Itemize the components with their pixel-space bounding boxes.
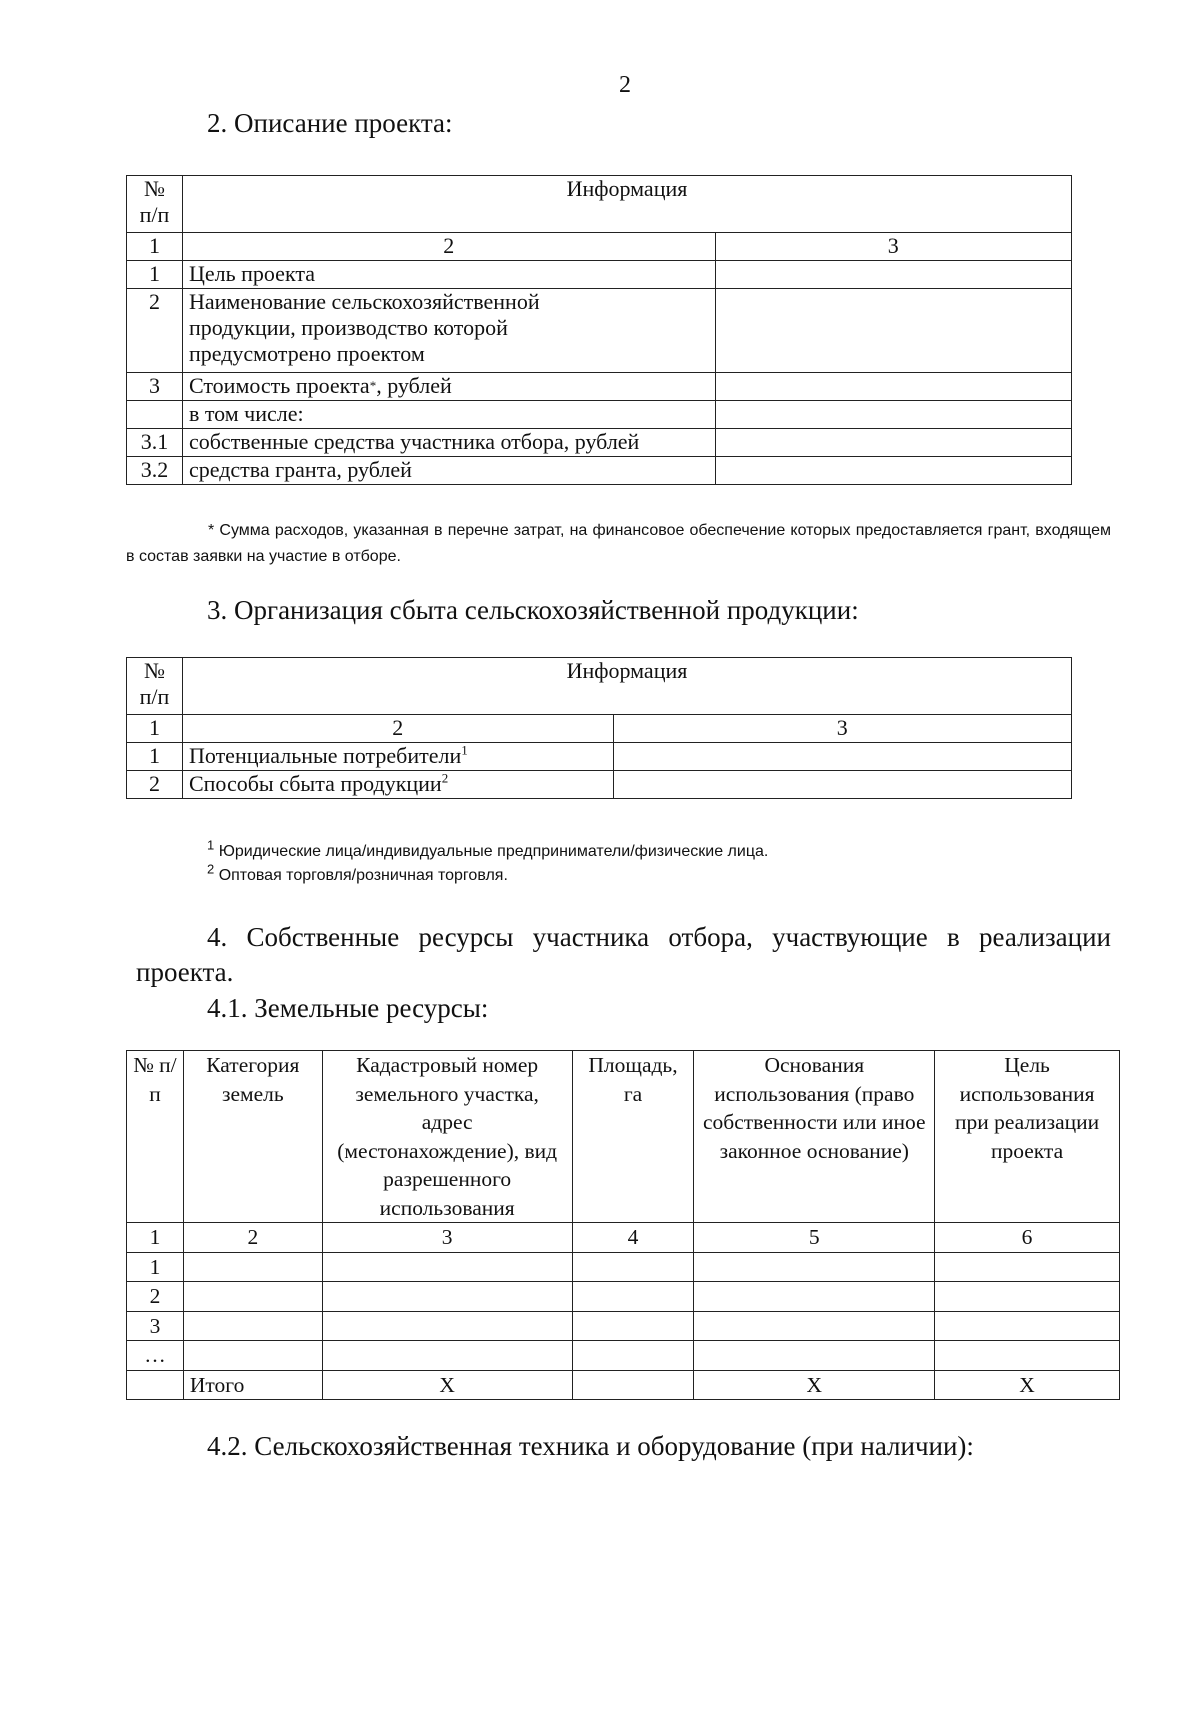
section-4-heading: 4. Собственные ресурсы участника отбора, участвующие в реализации [207, 922, 1111, 952]
cell[interactable] [935, 1311, 1120, 1341]
index-cell: 1 [127, 233, 183, 261]
index-cell: 3 [322, 1223, 572, 1253]
footnote-text: Юридические лица/индивидуальные предприниматели/физические лица. [218, 843, 769, 860]
row-label: в том числе: [182, 401, 715, 429]
header-no: № п/п [127, 658, 183, 715]
index-cell: 1 [127, 715, 183, 743]
header-purpose: Цель использования при реализации проекта [935, 1051, 1120, 1223]
cell[interactable] [935, 1282, 1120, 1312]
footnote-cost: * Сумма расходов, указанная в перечне затрат, на финансовое обеспечение которых предоставляется грант, входящем в состав заявки на участие в отборе. [126, 522, 1111, 565]
table-row [127, 1282, 1120, 1312]
cell[interactable] [935, 1252, 1120, 1282]
table-row [127, 401, 1072, 429]
row-value[interactable] [715, 261, 1071, 289]
section-2-heading: 2. Описание проекта: [207, 108, 453, 138]
index-cell: 6 [935, 1223, 1120, 1253]
row-value[interactable] [613, 743, 1071, 771]
cell[interactable] [322, 1282, 572, 1312]
section-3-heading: 3. Организация сбыта сельскохозяйственной продукции: [207, 595, 859, 625]
table-row [127, 1311, 1120, 1341]
sales-organization-table [126, 657, 1072, 799]
cell[interactable] [322, 1252, 572, 1282]
section-4-1-heading: 4.1. Земельные ресурсы: [207, 993, 489, 1023]
page-number: 2 [619, 72, 631, 98]
row-label [182, 373, 715, 401]
row-label: Наименование сельскохозяйственной продукции, производство которой предусмотрено проектом [182, 289, 715, 373]
table-row [127, 743, 1072, 771]
row-label-suffix: , рублей [376, 373, 452, 398]
header-info: Информация [182, 658, 1071, 715]
row-value[interactable] [715, 457, 1071, 485]
table-row [127, 1341, 1120, 1371]
header-info: Информация [182, 176, 1071, 233]
cell[interactable] [935, 1341, 1120, 1371]
land-resources-table [126, 1050, 1120, 1400]
project-description-table [126, 175, 1072, 485]
footnote-mark: 2 [441, 770, 449, 786]
index-cell: 5 [694, 1223, 935, 1253]
row-label [182, 743, 613, 771]
row-label: собственные средства участника отбора, рублей [182, 429, 715, 457]
footnote-2 [207, 861, 508, 888]
cell [127, 1370, 184, 1400]
cell[interactable] [572, 1311, 694, 1341]
index-cell: 2 [182, 233, 715, 261]
cell[interactable] [183, 1341, 322, 1371]
index-cell: 2 [182, 715, 613, 743]
index-cell: 3 [613, 715, 1071, 743]
footnote-mark: * [369, 378, 377, 393]
header-category: Категория земель [183, 1051, 322, 1223]
row-label-text: Стоимость проекта [188, 373, 370, 398]
table-row [127, 261, 1072, 289]
index-cell: 3 [715, 233, 1071, 261]
row-number: 2 [127, 771, 183, 799]
row-value[interactable] [715, 401, 1071, 429]
row-number: 1 [127, 1252, 184, 1282]
row-label: средства гранта, рублей [182, 457, 715, 485]
row-number: 1 [127, 743, 183, 771]
cell[interactable] [572, 1282, 694, 1312]
row-label-text: Способы сбыта продукции [188, 771, 442, 796]
cell[interactable] [183, 1282, 322, 1312]
cell[interactable] [694, 1311, 935, 1341]
section-4-heading-cont: проекта. [136, 957, 234, 987]
footnote-mark: 1 [461, 742, 468, 758]
row-number: … [127, 1341, 184, 1371]
cell-x: Х [322, 1370, 572, 1400]
row-number: 2 [127, 289, 183, 373]
cell[interactable] [572, 1370, 694, 1400]
header-no: № п/п [127, 1051, 184, 1223]
footnote-mark: 2 [207, 861, 215, 877]
row-number: 2 [127, 1282, 184, 1312]
table-row [127, 429, 1072, 457]
cell[interactable] [572, 1341, 694, 1371]
cell[interactable] [183, 1252, 322, 1282]
index-cell: 4 [572, 1223, 694, 1253]
row-number: 3.2 [127, 457, 183, 485]
cell-x: Х [935, 1370, 1120, 1400]
cell[interactable] [694, 1341, 935, 1371]
row-value[interactable] [613, 771, 1071, 799]
section-4-2-heading: 4.2. Сельскохозяйственная техника и оборудование (при наличии): [207, 1431, 974, 1461]
row-value[interactable] [715, 429, 1071, 457]
footnote-text: Оптовая торговля/розничная торговля. [218, 867, 508, 884]
table-row [127, 457, 1072, 485]
row-number: 3 [127, 373, 183, 401]
row-number: 3.1 [127, 429, 183, 457]
table-row [127, 289, 1072, 373]
row-value[interactable] [715, 289, 1071, 373]
row-number [127, 401, 183, 429]
total-row [127, 1370, 1120, 1400]
cell-x: Х [694, 1370, 935, 1400]
footnote-1 [207, 837, 769, 864]
cell[interactable] [694, 1282, 935, 1312]
row-label-text: Потенциальные потребители [188, 743, 462, 768]
header-no: № п/п [127, 176, 183, 233]
header-area: Площадь, га [572, 1051, 694, 1223]
row-number: 1 [127, 261, 183, 289]
row-label [182, 771, 613, 799]
header-cadastral: Кадастровый номер земельного участка, адрес (местонахождение), вид разрешенного использования [322, 1051, 572, 1223]
index-cell: 2 [183, 1223, 322, 1253]
cell[interactable] [322, 1341, 572, 1371]
index-cell: 1 [127, 1223, 184, 1253]
cell[interactable] [694, 1252, 935, 1282]
cell[interactable] [183, 1311, 322, 1341]
table-row [127, 373, 1072, 401]
row-label: Цель проекта [182, 261, 715, 289]
row-number: 3 [127, 1311, 184, 1341]
cell[interactable] [322, 1311, 572, 1341]
table-row [127, 771, 1072, 799]
footnote-mark: 1 [207, 837, 215, 853]
table-row [127, 1252, 1120, 1282]
row-value[interactable] [715, 373, 1071, 401]
header-basis: Основания использования (право собственности или иное законное основание) [694, 1051, 935, 1223]
total-label: Итого [183, 1370, 322, 1400]
cell[interactable] [572, 1252, 694, 1282]
